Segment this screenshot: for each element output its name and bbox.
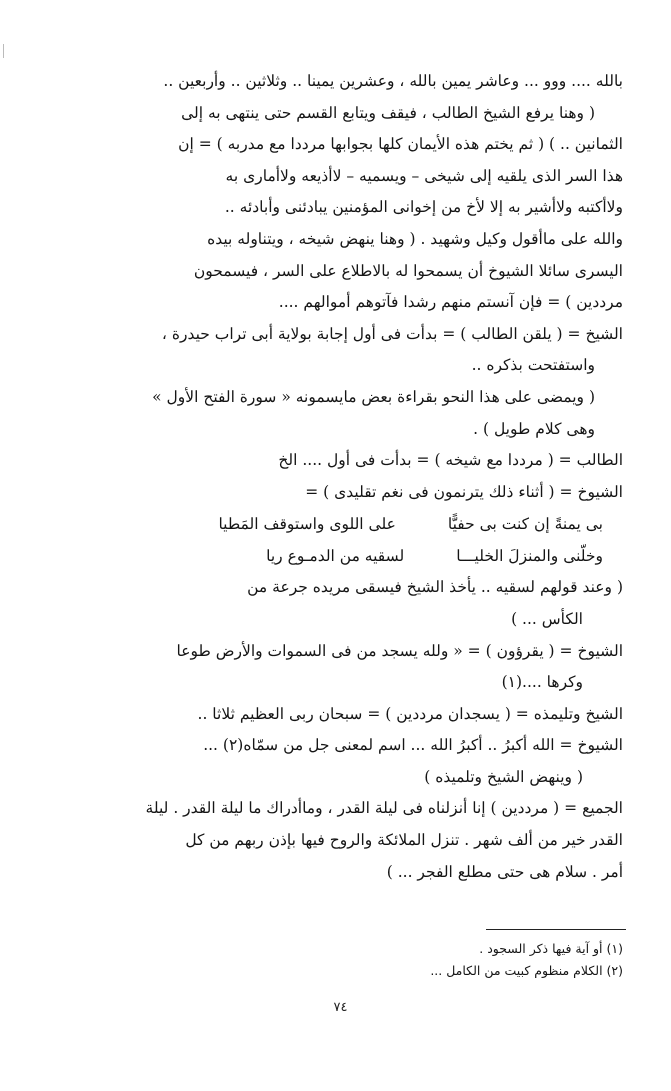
- verse-hemistich: وخلّنى والمنزلَ الخليـــا: [456, 547, 603, 566]
- footnote: (١) أو آية فيها ذكر السجود .: [479, 941, 623, 956]
- text-line: هذا السر الذى يلقيه إلى شيخى – ويسميه – لاأذيعه ولاأمارى به: [225, 166, 623, 185]
- footnote-divider: [486, 929, 626, 930]
- text-line: ولاأكتبه ولاأشير به إلا لأخ من إخوانى المؤمنين يبادئنى وأبادئه ..: [224, 198, 623, 217]
- text-line: الشيوخ = ( يقرؤون ) = « ولله يسجد من فى السموات والأرض طوعا: [176, 641, 623, 660]
- text-line: مرددين ) = فإن آنستم منهم رشدا فآتوهم أموالهم ....: [278, 293, 623, 312]
- verse-line: [78, 508, 623, 540]
- verse-line: [78, 540, 623, 572]
- text-line: ( ويمضى على هذا النحو بقراءة بعض مايسمونه « سورة الفتح الأول »: [152, 387, 595, 406]
- text-line: الثمانين .. ) ( ثم يختم هذه الأيمان كلها بجوابها مرددا مع مدربه ) = إن: [178, 135, 623, 154]
- text-line: بالله .... ووو ... وعاشر يمين بالله ، وعشرين يمينا .. وثلاثين .. وأربعين ..: [163, 72, 623, 90]
- text-line: القدر خير من ألف شهر . تنزل الملائكة والروح فيها بإذن ربهم من كل: [185, 831, 623, 850]
- text-line: الشيوخ = الله أكبرُ .. أكبرُ الله ... اسم لمعنى جل من سمّاه(٢) ...: [203, 736, 623, 755]
- text-line: الشيخ = ( يلقن الطالب ) = بدأت فى أول إجابة بولاية أبى تراب حيدرة ،: [161, 324, 623, 343]
- text-line: والله على ماأقول وكيل وشهيد . ( وهنا ينهض شيخه ، ويتناوله بيده: [207, 229, 623, 248]
- verse-hemistich: لسقيه من الدمـوع ريا: [266, 547, 405, 566]
- text-line: واستفتحت بذكره ..: [471, 356, 595, 375]
- footnote: (٢) الكلام منظوم كبيت من الكامل ...: [430, 963, 623, 978]
- text-line: ( وعند قولهم لسقيه .. يأخذ الشيخ فيسقى مريده جرعة من: [247, 578, 623, 597]
- verse-hemistich: على اللوى واستوقف المَطيا: [218, 515, 396, 534]
- text-line: أمر . سلام هى حتى مطلع الفجر ... ): [386, 862, 623, 881]
- text-line: وهى كلام طويل ) .: [473, 419, 595, 438]
- verse-hemistich: بى يمنةً إن كنت بى حفيًّا: [447, 515, 603, 534]
- page-number: ٧٤: [333, 1000, 348, 1015]
- footnotes: [90, 938, 623, 982]
- text-line: وكرها ....(١): [501, 673, 583, 692]
- text-line: الطالب = ( مرددا مع شيخه ) = بدأت فى أول .... الخ: [278, 451, 623, 470]
- text-line: الشيخ وتليمذه = ( يسجدان مرددين ) = سبحان ربى العظيم ثلاثا ..: [197, 704, 623, 723]
- text-line: ( وهنا يرفع الشيخ الطالب ، فيقف ويتابع القسم حتى ينتهى به إلى: [181, 103, 595, 122]
- text-line: الكأس ... ): [511, 609, 583, 628]
- body-text: [78, 66, 623, 888]
- text-line: اليسرى سائلا الشيوخ أن يسمحوا له بالاطلاع على السر ، فيسمحون: [193, 261, 623, 280]
- text-line: الشيوخ = ( أثناء ذلك يترنمون فى نغم تقليدى ) =: [305, 482, 623, 501]
- margin-mark: [3, 44, 4, 58]
- text-line: ( وينهض الشيخ وتلميذه ): [424, 767, 583, 786]
- text-line: الجميع = ( مرددين ) إنا أنزلناه فى ليلة القدر ، وماأدراك ما ليلة القدر . ليلة: [145, 799, 623, 818]
